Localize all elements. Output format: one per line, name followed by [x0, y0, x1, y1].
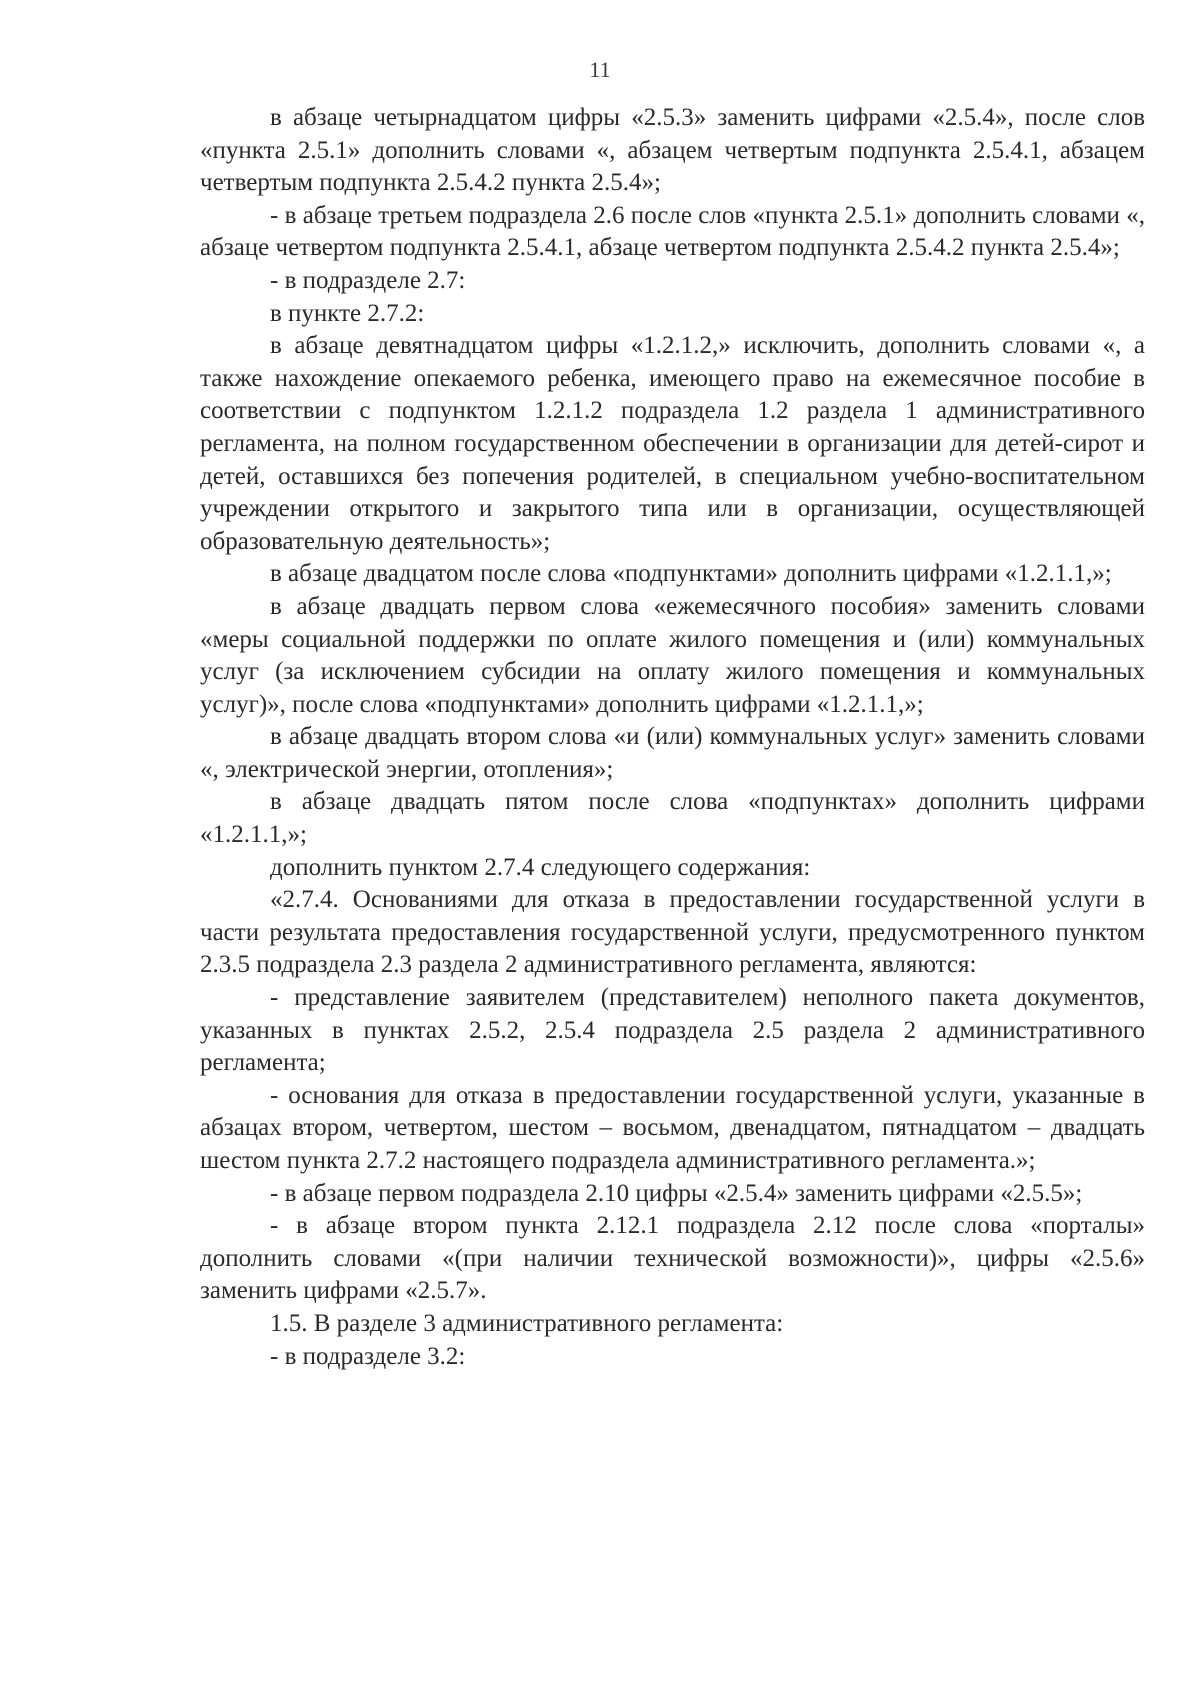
- paragraph: в абзаце двадцать первом слова «ежемесячного пособия» заменить словами «меры социальной поддержки по оплате жилого помещения и (или) коммунальных услуг (за исключением субсидии на оплату жилого помещения и коммунальных услуг)», после слова «подпунктами» дополнить цифрами «1.2.1.1,»;: [200, 592, 1145, 718]
- paragraph: в пункте 2.7.2:: [270, 299, 425, 327]
- paragraph: - в подразделе 3.2:: [270, 1342, 466, 1370]
- paragraph: - представление заявителем (представителем) неполного пакета документов, указанных в пунктах 2.5.2, 2.5.4 подраздела 2.5 раздела 2 административного регламента;: [200, 984, 1145, 1077]
- document-body: [200, 102, 1145, 1373]
- paragraph: в абзаце двадцатом после слова «подпунктами» дополнить цифрами «1.2.1.1,»;: [270, 560, 1112, 588]
- paragraph: - основания для отказа в предоставлении государственной услуги, указанные в абзацах втором, четвертом, шестом – восьмом, двенадцатом, пятнадцатом – двадцать шестом пункта 2.7.2 настоящего подраздела административного регламента.»;: [200, 1081, 1145, 1174]
- paragraph: дополнить пунктом 2.7.4 следующего содержания:: [270, 853, 811, 881]
- paragraph: в абзаце девятнадцатом цифры «1.2.1.2,» исключить, дополнить словами «, а также нахождение опекаемого ребенка, имеющего право на ежемесячное пособие в соответствии с подпунктом 1.2.1.2 подраздела 1.2 раздела 1 административного регламента, на полном государственном обеспечении в организации для детей-сирот и детей, оставшихся без попечения родителей, в специальном учебно-воспитательном учреждении открытого и закрытого типа или в организации, осуществляющей образовательную деятельность»;: [200, 332, 1145, 555]
- paragraph: «2.7.4. Основаниями для отказа в предоставлении государственной услуги в части результата предоставления государственной услуги, предусмотренного пунктом 2.3.5 подраздела 2.3 раздела 2 административного регламента, являются:: [200, 886, 1145, 979]
- paragraph: - в абзаце втором пункта 2.12.1 подраздела 2.12 после слова «порталы» дополнить словами «(при наличии технической возможности)», цифры «2.5.6» заменить цифрами «2.5.7».: [200, 1212, 1145, 1305]
- paragraph: 1.5. В разделе 3 административного регламента:: [270, 1309, 784, 1337]
- paragraph: в абзаце двадцать пятом после слова «подпунктах» дополнить цифрами «1.2.1.1,»;: [200, 788, 1145, 849]
- page-number: 11: [589, 57, 611, 82]
- paragraph: в абзаце двадцать втором слова «и (или) коммунальных услуг» заменить словами «, электрической энергии, отопления»;: [200, 723, 1145, 783]
- paragraph: - в абзаце первом подраздела 2.10 цифры «2.5.4» заменить цифрами «2.5.5»;: [270, 1179, 1083, 1207]
- paragraph: - в подразделе 2.7:: [270, 266, 466, 294]
- paragraph: - в абзаце третьем подраздела 2.6 после слов «пункта 2.5.1» дополнить словами «, абзаце четвертом подпункта 2.5.4.1, абзаце четвертом подпункта 2.5.4.2 пункта 2.5.4»;: [200, 201, 1145, 262]
- paragraph: в абзаце четырнадцатом цифры «2.5.3» заменить цифрами «2.5.4», после слов «пункта 2.5.1» дополнить словами «, абзацем четвертым подпункта 2.5.4.1, абзацем четвертым подпункта 2.5.4.2 пункта 2.5.4»;: [200, 104, 1145, 197]
